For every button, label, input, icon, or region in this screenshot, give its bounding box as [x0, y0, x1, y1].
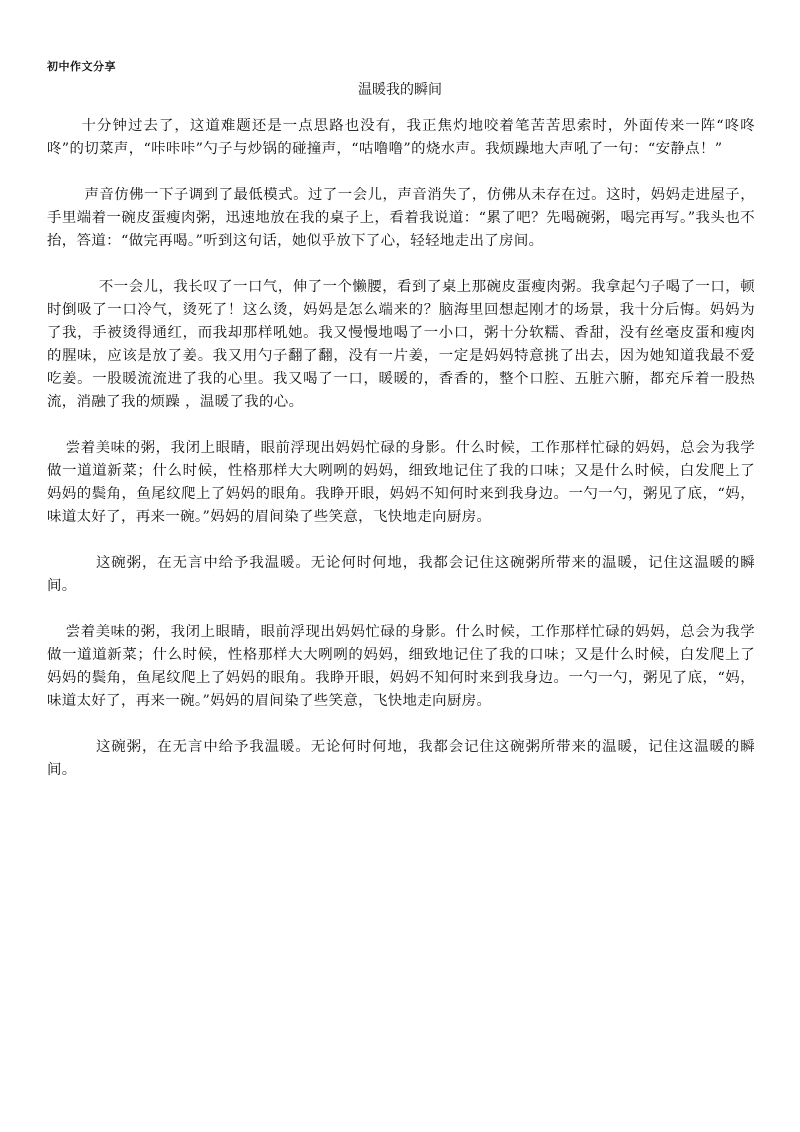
paragraph-7: 这碗粥，在无言中给予我温暖。无论何时何地，我都会记住这碗粥所带来的温暖，记住这温暖的瞬间。: [47, 739, 755, 778]
header-tag: 初中作文分享: [47, 60, 116, 73]
document-body: [47, 115, 755, 805]
paragraph-2: 声音仿佛一下子调到了最低模式。过了一会儿，声音消失了，仿佛从未存在过。这时，妈妈走进屋子，手里端着一碗皮蛋瘦肉粥，迅速地放在我的桌子上，看着我说道：“累了吧？先喝碗粥，喝完再写。”我头也不抬，答道：“做完再喝。”听到这句话，她似乎放下了心，轻轻地走出了房间。: [47, 187, 755, 249]
document-title: 温暖我的瞬间: [358, 82, 442, 98]
paragraph-3: 不一会儿，我长叹了一口气，伸了一个懒腰，看到了桌上那碗皮蛋瘦肉粥。我拿起勺子喝了一口，顿时倒吸了一口冷气，烫死了！这么烫，妈妈是怎么端来的？脑海里回想起刚才的场景，我十分后悔。妈妈为了我，手被烫得通红，而我却那样吼她。我又慢慢地喝了一小口，粥十分软糯、香甜，没有丝毫皮蛋和瘦肉的腥味，应该是放了姜。我又用勺子翻了翻，没有一片姜，一定是妈妈特意挑了出去，因为她知道我最不爱吃姜。一股暖流流进了我的心里。我又喝了一口，暖暖的，香香的，整个口腔、五脏六腑，都充斥着一股热流，消融了我的烦躁 ，温暖了我的心。: [47, 279, 755, 410]
paragraph-6: 尝着美味的粥，我闭上眼睛，眼前浮现出妈妈忙碌的身影。什么时候，工作那样忙碌的妈妈，总会为我学做一道道新菜；什么时候，性格那样大大咧咧的妈妈，细致地记住了我的口味；又是什么时候，白发爬上了妈妈的鬓角，鱼尾纹爬上了妈妈的眼角。我睁开眼，妈妈不知何时来到我身边。一勺一勺，粥见了底，“妈，味道太好了，再来一碗。”妈妈的眉间染了些笑意，飞快地走向厨房。: [47, 624, 755, 709]
paragraph-5: 这碗粥，在无言中给予我温暖。无论何时何地，我都会记住这碗粥所带来的温暖，记住这温暖的瞬间。: [47, 555, 755, 594]
paragraph-1: 十分钟过去了，这道难题还是一点思路也没有，我正焦灼地咬着笔苦苦思索时，外面传来一阵“咚咚咚”的切菜声，“咔咔咔”勺子与炒锅的碰撞声，“咕噜噜”的烧水声。我烦躁地大声吼了一句：“安静点！”: [47, 118, 755, 157]
paragraph-4: 尝着美味的粥，我闭上眼睛，眼前浮现出妈妈忙碌的身影。什么时候，工作那样忙碌的妈妈，总会为我学做一道道新菜；什么时候，性格那样大大咧咧的妈妈，细致地记住了我的口味；又是什么时候，白发爬上了妈妈的鬓角，鱼尾纹爬上了妈妈的眼角。我睁开眼，妈妈不知何时来到我身边。一勺一勺，粥见了底，“妈，味道太好了，再来一碗。”妈妈的眉间染了些笑意，飞快地走向厨房。: [47, 440, 755, 525]
